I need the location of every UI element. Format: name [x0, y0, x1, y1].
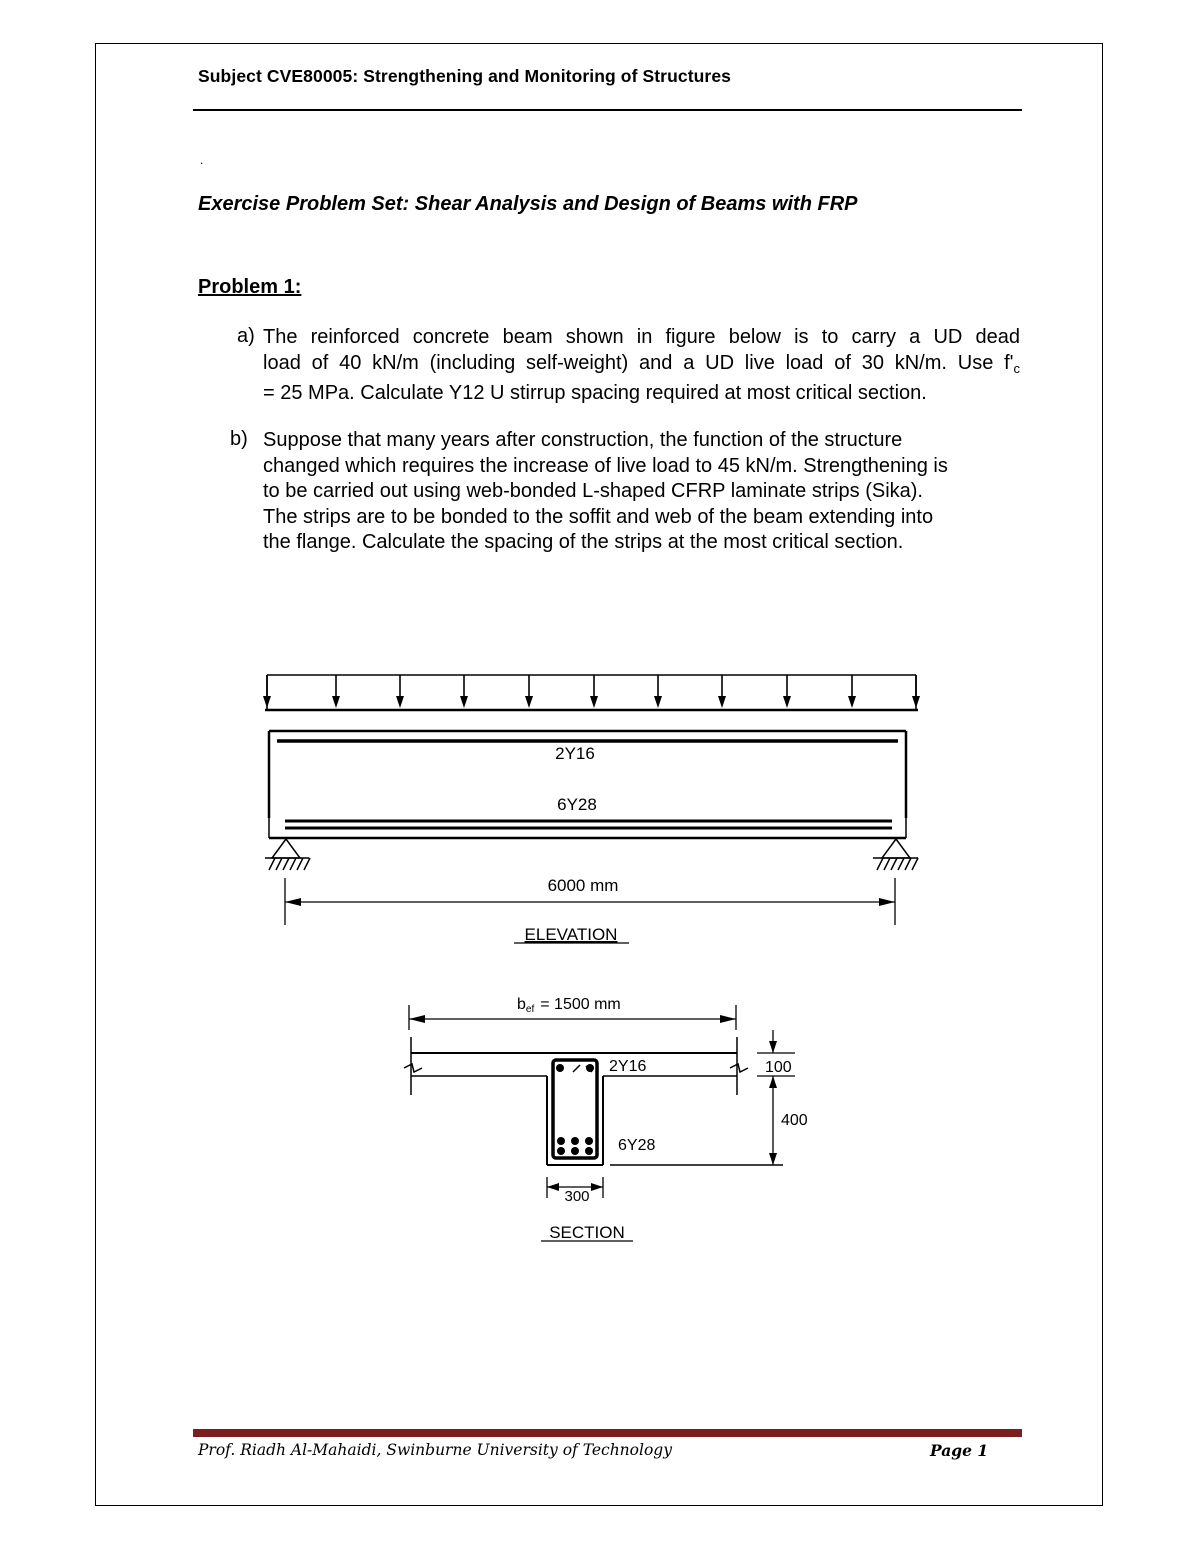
load-arrowhead-icon [263, 696, 271, 708]
document-title: Exercise Problem Set: Shear Analysis and Design of Beams with FRP [198, 193, 858, 215]
part-a-line-2-text: load of 40 kN/m (including self-weight) and a UD live load of 30 kN/m. Use f' [263, 351, 1014, 374]
load-arrowhead-icon [396, 696, 404, 708]
part-a-line-1: The reinforced concrete beam shown in figure below is to carry a UD dead [263, 326, 1020, 348]
section-bottom-bars [557, 1137, 593, 1155]
part-b-line-1: Suppose that many years after construction, the function of the structure [263, 429, 903, 451]
bottom-reinforcement-bars [285, 821, 892, 828]
web-depth-label: 400 [781, 1112, 808, 1129]
load-arrowhead-icon [848, 696, 856, 708]
beff-value: = 1500 mm [540, 996, 621, 1013]
load-arrowhead-icon [460, 696, 468, 708]
section-caption: SECTION [549, 1223, 625, 1242]
load-arrowhead-icon [718, 696, 726, 708]
tee-section-outline [404, 1037, 748, 1165]
footer-author: Prof. Riadh Al-Mahaidi, Swinburne University of Technology [198, 1441, 672, 1459]
load-arrowhead-icon [654, 696, 662, 708]
load-arrows [263, 675, 920, 708]
part-b-line-4: The strips are to be bonded to the soffit and web of the beam extending into [263, 505, 934, 528]
load-arrowhead-icon [912, 696, 920, 708]
section-bottom-bars-label: 6Y28 [618, 1137, 656, 1154]
web-width-label: 300 [564, 1188, 590, 1205]
part-b-line-3: to be carried out using web-bonded L-shaped CFRP laminate strips (Sika). [263, 480, 923, 502]
stray-mark: . [200, 153, 204, 167]
section-diagram [404, 996, 808, 1242]
flange-depth-label: 100 [765, 1059, 792, 1076]
fc-subscript: c [1013, 360, 1020, 376]
part-a-marker: a) [237, 325, 255, 347]
elevation-top-bars-label: 2Y16 [555, 744, 595, 763]
load-arrowhead-icon [783, 696, 791, 708]
footer-accent-bar [193, 1429, 1022, 1437]
elevation-diagram [263, 675, 920, 944]
part-b-line-5: the flange. Calculate the spacing of the strips at the most critical section. [263, 531, 904, 553]
elevation-caption: ELEVATION [524, 925, 618, 944]
part-a-line-3: = 25 MPa. Calculate Y12 U stirrup spacing required at most critical section. [263, 382, 927, 404]
load-arrowhead-icon [590, 696, 598, 708]
beff-subscript: ef [525, 1004, 535, 1015]
beff-label [517, 996, 621, 1015]
section-top-bars-label: 2Y16 [609, 1058, 647, 1075]
part-b-line-2: changed which requires the increase of live load to 45 kN/m. Strengthening is [263, 454, 948, 477]
problem-heading: Problem 1: [198, 276, 302, 298]
footer-page-number: Page 1 [930, 1441, 989, 1460]
span-length-label: 6000 mm [547, 876, 619, 895]
header-subject: Subject CVE80005: Strengthening and Monitoring of Structures [198, 66, 731, 86]
left-support-icon [265, 839, 310, 870]
elevation-bottom-bars-label: 6Y28 [557, 795, 597, 814]
load-arrowhead-icon [332, 696, 340, 708]
right-support-icon [873, 839, 918, 870]
distributed-load [263, 675, 920, 710]
beff-symbol: b [517, 996, 526, 1013]
load-arrowhead-icon [525, 696, 533, 708]
part-b-marker: b) [230, 428, 248, 450]
